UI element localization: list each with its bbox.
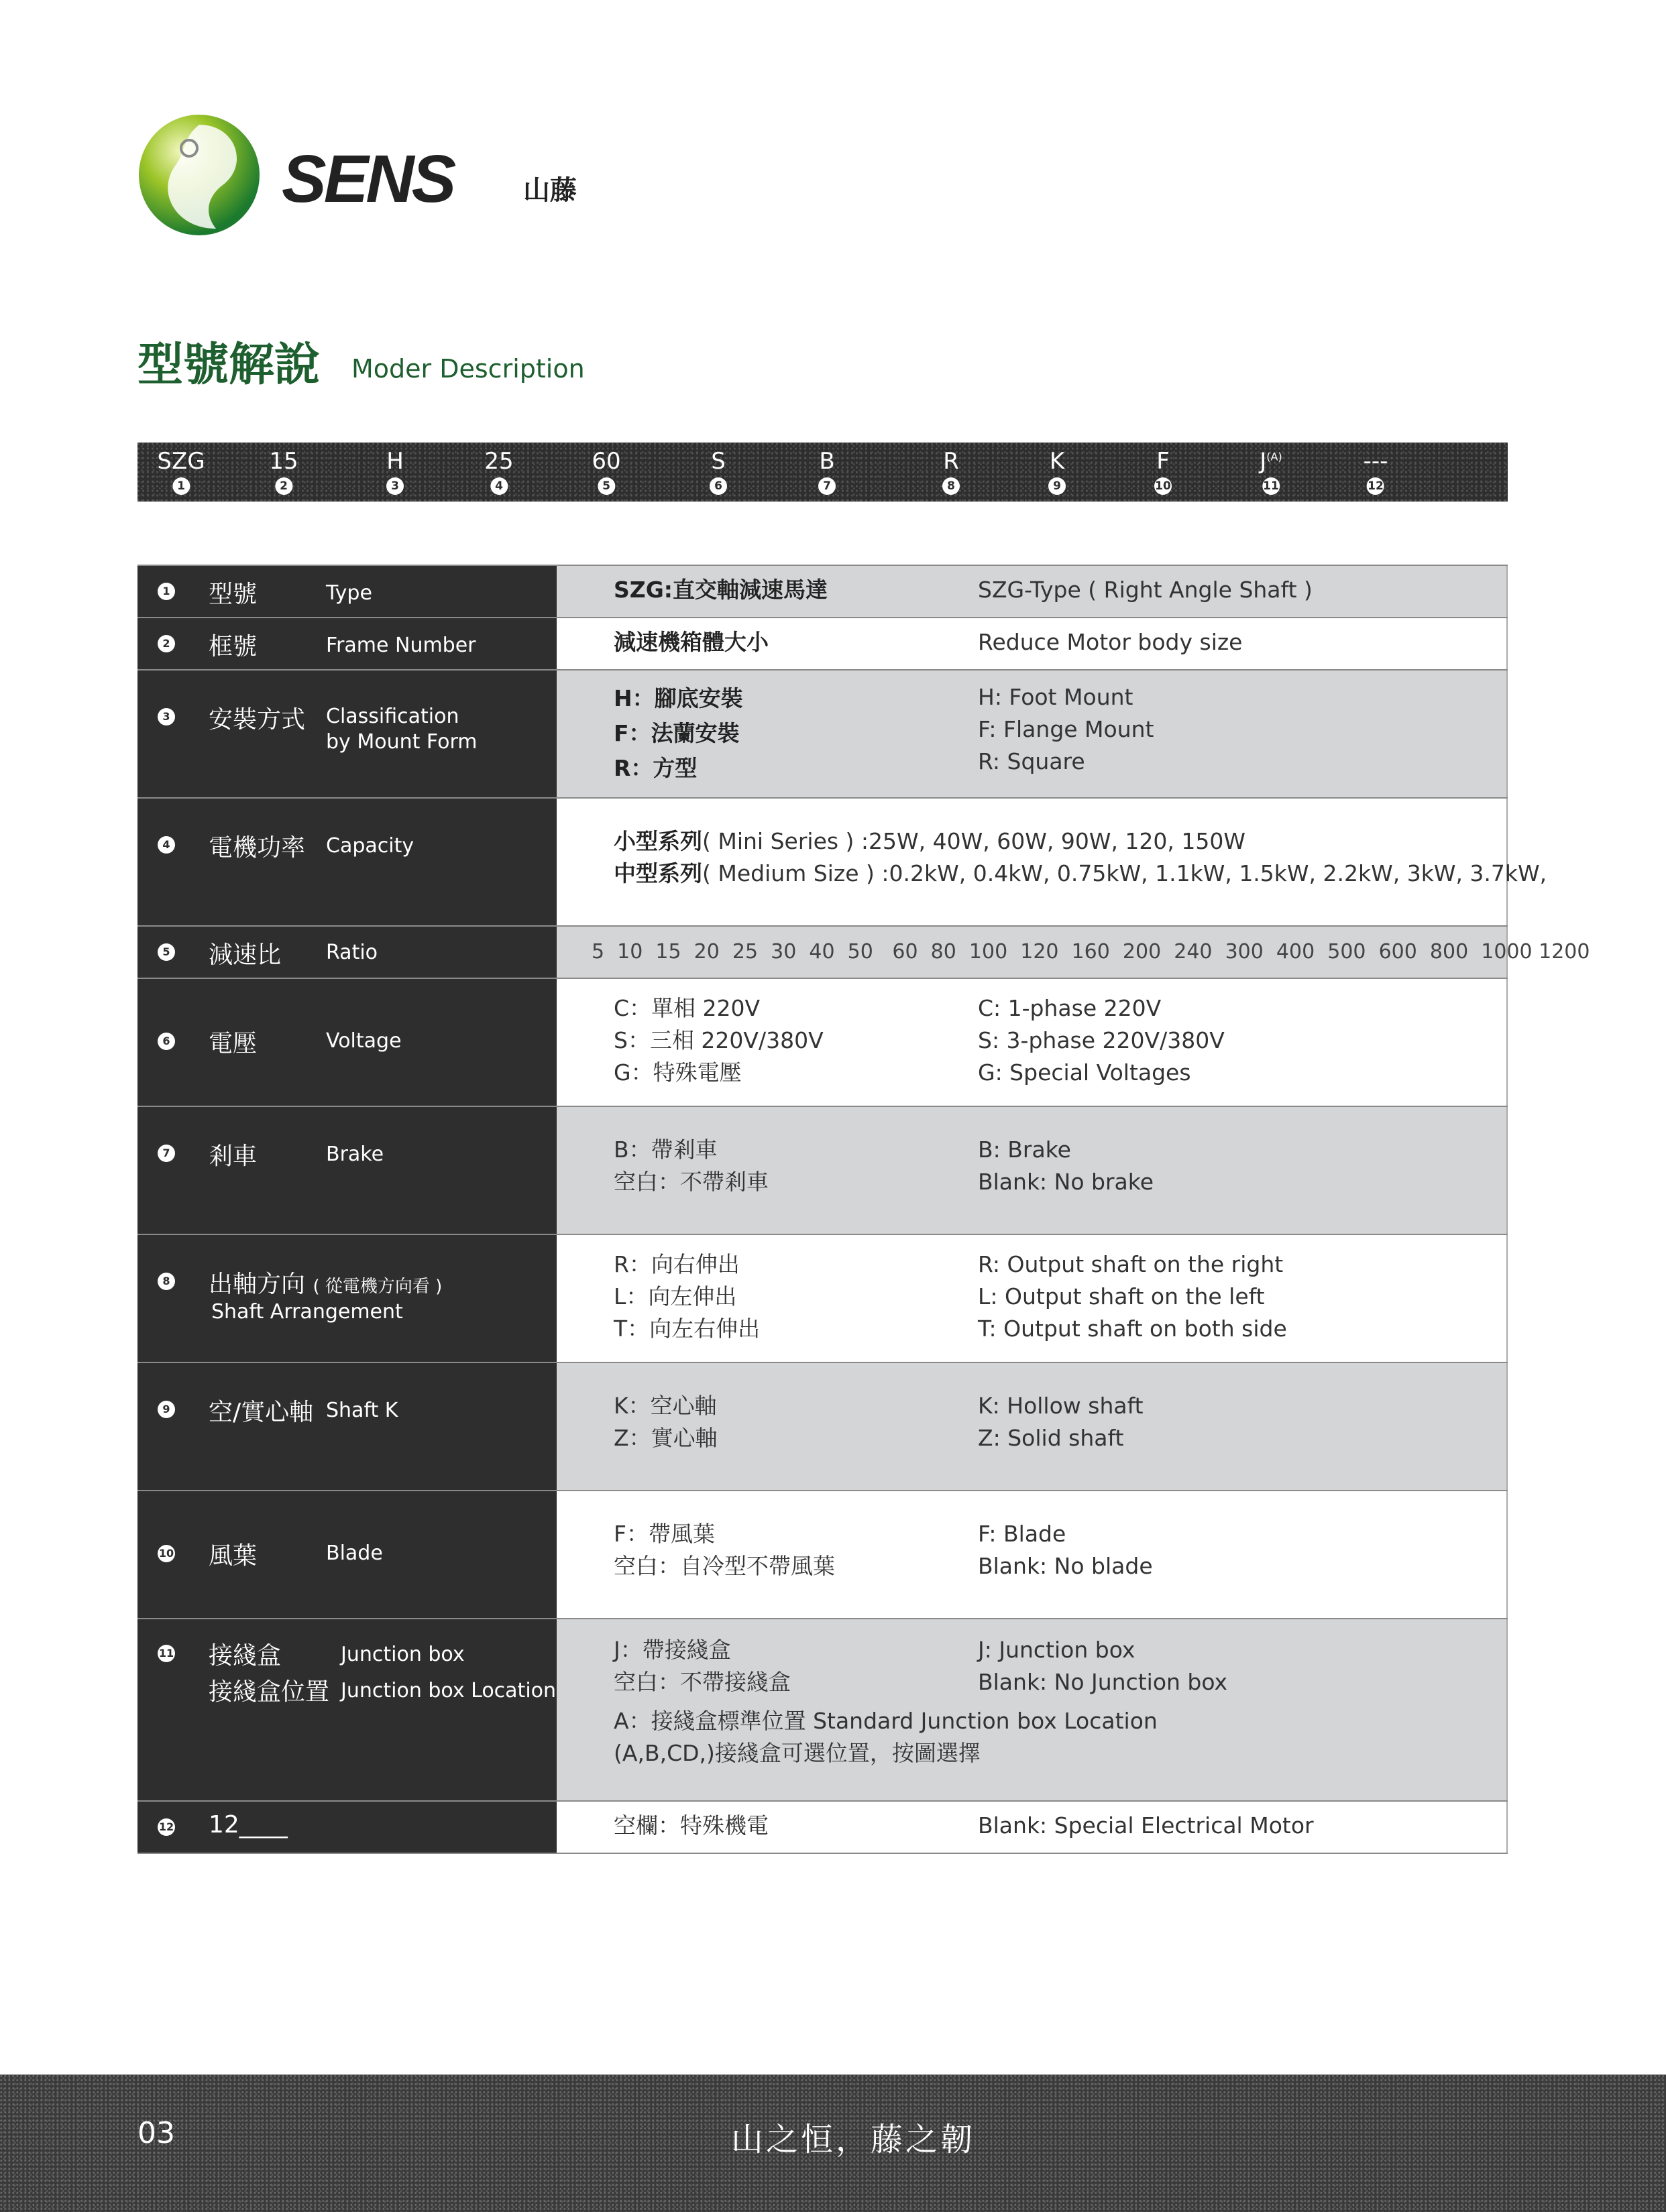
row-label-cn: 型號 (209, 581, 258, 608)
brand-chinese: 山藤 (523, 175, 577, 206)
page-number: 03 (137, 2116, 175, 2150)
row-label-cn: 框號 (209, 633, 258, 660)
model-code-bar (137, 443, 1508, 502)
cell-en: B: Brake Blank: No brake (978, 1137, 1154, 1195)
table-row (137, 1802, 1508, 1854)
row-label-cn: 接綫盒位置 (209, 1678, 330, 1706)
table-row (137, 565, 1508, 618)
cell-en: F: Blade Blank: No blade (978, 1521, 1153, 1579)
ratio-list: 5 10 15 20 25 30 40 50 60 80 100 120 160 200 240 300 400 500 600 800 1000 1200 (592, 940, 1590, 964)
code-item: S 6 (710, 448, 727, 495)
table-row (137, 1491, 1508, 1619)
row-label-en: Classification by Mount Form (326, 705, 478, 754)
logo-sphere-icon (135, 111, 263, 239)
row-label-en: Junction box (341, 1643, 465, 1666)
row-number: 6 (158, 1033, 175, 1050)
cell-cn: C：單相 220V S：三相 220V/380V G：特殊電壓 (614, 995, 824, 1086)
row-label-en: Frame Number (326, 634, 476, 657)
row-number: 11 (158, 1645, 175, 1662)
row-number: 9 (158, 1401, 175, 1418)
code-item: SZG 1 (157, 448, 205, 495)
cell-cn: K：空心軸 Z：實心軸 (614, 1393, 718, 1451)
row-number: 8 (158, 1273, 175, 1290)
row-number: 1 (158, 583, 175, 600)
page-title-cn: 型號解說 (137, 339, 321, 392)
table-row (137, 799, 1547, 927)
cell-en: K: Hollow shaft Z: Solid shaft (978, 1393, 1144, 1451)
row-label-cn: 風葉 (209, 1542, 258, 1570)
table-row (137, 979, 1508, 1107)
row-label-en: Ratio (326, 941, 378, 964)
cell-cn: 減速機箱體大小 (614, 629, 769, 655)
capacity-list: 小型系列( Mini Series ) :25W, 40W, 60W, 90W, 120, 150W 中型系列( Medium Size ) :0.2kW, 0.4kW, 0.75kW, 1.1kW, 1.5kW, 2.2kW, 3kW, 3.7kW, (614, 828, 1547, 886)
row-label-en: Brake (326, 1143, 384, 1166)
row-label-cn: 減速比 (209, 941, 282, 969)
row-number: 3 (158, 708, 175, 725)
code-item: F 10 (1154, 448, 1172, 495)
table-row (137, 1363, 1508, 1491)
cell-cn: J：帶接綫盒 空白：不帶接綫盒 (614, 1637, 791, 1695)
row-number: 12 (158, 1818, 175, 1836)
row-label-en: Capacity (326, 834, 414, 858)
row-label-cn: 空/實心軸 (209, 1399, 314, 1426)
cell-en: Blank: Special Electrical Motor (978, 1812, 1314, 1839)
code-item: H 3 (386, 448, 404, 495)
row-number: 7 (158, 1145, 175, 1162)
code-item: 15 2 (269, 448, 298, 495)
cell-cn: H：腳底安裝 F：法蘭安裝 R：方型 (614, 685, 743, 781)
cell-cn: 空欄：特殊機電 (614, 1812, 769, 1839)
row-number: 4 (158, 836, 175, 854)
table-row (137, 1107, 1508, 1235)
cell-cn: R：向右伸出 L：向左伸出 T：向左右伸出 (614, 1251, 761, 1342)
cell-en: R: Output shaft on the right L: Output shaft on the left T: Output shaft on both side (978, 1251, 1287, 1342)
row-label-cn: 剎車 (209, 1143, 258, 1170)
page-footer (0, 2075, 1666, 2212)
row-label-cn: 電機功率 (209, 834, 306, 862)
row-number: 5 (158, 943, 175, 961)
code-item: --- 12 (1364, 448, 1388, 495)
row-label-en: Shaft K (326, 1399, 398, 1422)
row-number: 10 (158, 1545, 175, 1562)
code-item: K 9 (1048, 448, 1066, 495)
code-item: R 8 (942, 448, 960, 495)
table-row (137, 1235, 1508, 1363)
row-label-en: Voltage (326, 1029, 402, 1053)
footer-slogan: 山之恒，藤之韌 (731, 2121, 976, 2158)
table-row (137, 618, 1508, 671)
row-label-en: Type (326, 581, 372, 605)
row-label-cn: 安裝方式 (209, 706, 306, 734)
table-row (137, 1619, 1508, 1802)
cell-cn: F：帶風葉 空白：自冷型不帶風葉 (614, 1521, 835, 1579)
cell-cn: SZG:直交軸減速馬達 (614, 577, 828, 603)
row-label-cn: 電壓 (209, 1030, 258, 1057)
row-label-cn: 出軸方向 ( 從電機方向看 ) (209, 1271, 443, 1298)
page-title-en: Moder Description (351, 354, 585, 384)
cell-cn: B：帶剎車 空白：不帶剎車 (614, 1137, 769, 1195)
junction-box-location-note: A：接綫盒標準位置 Standard Junction box Location (A,B,CD,)接綫盒可選位置，按圖選擇 (614, 1708, 1158, 1766)
cell-en: H: Foot Mount F: Flange Mount R: Square (978, 684, 1154, 774)
row-label-cn: 12____ (209, 1811, 288, 1839)
code-item: 60 5 (592, 448, 620, 495)
code-item: $J^{(A)}$ 11 (1260, 448, 1282, 495)
table-row (137, 927, 1590, 979)
table-row (137, 671, 1508, 799)
cell-en: J: Junction box Blank: No Junction box (978, 1637, 1228, 1695)
row-label-en: Blade (326, 1541, 383, 1565)
cell-en: SZG-Type ( Right Angle Shaft ) (978, 577, 1313, 603)
cell-en: C: 1-phase 220V S: 3-phase 220V/380V G: Special Voltages (978, 995, 1225, 1086)
row-number: 2 (158, 635, 175, 652)
cell-en: Reduce Motor body size (978, 629, 1243, 655)
code-item: 25 4 (484, 448, 513, 495)
row-label-cn: 接綫盒 (209, 1642, 282, 1670)
row-label-en: Shaft Arrangement (211, 1300, 403, 1324)
code-item: B 7 (818, 448, 836, 495)
row-label-en: Junction box Location (341, 1679, 557, 1702)
model-description-table (137, 565, 1590, 1854)
brand-name: SENS (282, 141, 454, 217)
